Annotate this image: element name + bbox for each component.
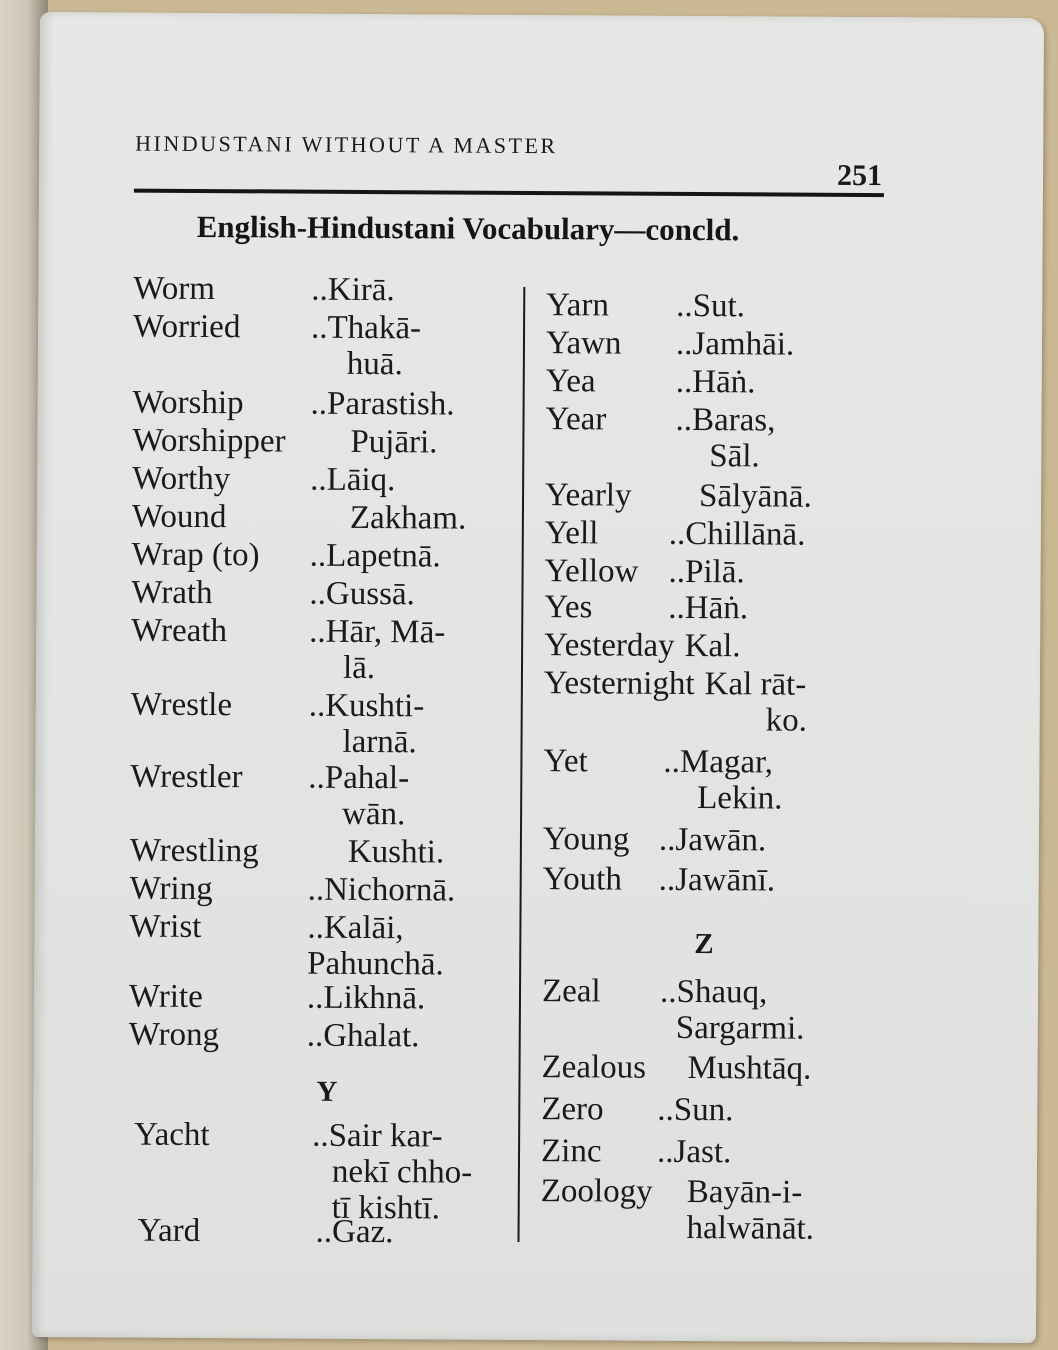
gloss-line: lā. xyxy=(342,649,376,687)
english-word: Wrong xyxy=(128,1016,220,1054)
gloss-line: ..Jawānī. xyxy=(658,861,776,899)
hindustani-gloss xyxy=(657,1134,731,1170)
gloss-line: ..Gaz. xyxy=(315,1213,394,1251)
hindustani-gloss xyxy=(311,386,455,423)
hindustani-gloss xyxy=(659,862,776,899)
gloss-line: ..Pilā. xyxy=(668,553,745,591)
english-word: Zealous xyxy=(541,1049,647,1086)
hindustani-gloss xyxy=(660,974,805,1047)
english-word: Yell xyxy=(544,515,599,552)
gloss-line: Lekin. xyxy=(697,780,783,817)
hindustani-gloss xyxy=(348,834,444,871)
vocab-entry-yesterday xyxy=(544,627,741,664)
english-word: Yearly xyxy=(544,477,632,514)
gloss-line: ..Kirā. xyxy=(311,271,395,309)
hindustani-gloss xyxy=(307,910,444,983)
hindustani-gloss xyxy=(309,614,446,687)
gloss-line: Zakham. xyxy=(349,499,467,537)
section-letter-z: Z xyxy=(694,928,714,961)
vocabulary-title: English-Hindustani Vocabulary—concld. xyxy=(196,208,740,248)
section-letter-y: Y xyxy=(316,1075,338,1108)
gloss-line: Mushtāq. xyxy=(687,1049,812,1087)
hindustani-gloss xyxy=(350,424,437,461)
gloss-line: Sālyānā. xyxy=(698,478,812,515)
gloss-line: ..Shauq, xyxy=(659,973,768,1011)
english-word: Young xyxy=(542,821,630,858)
english-word: Wound xyxy=(131,498,227,536)
hindustani-gloss xyxy=(657,1092,733,1128)
english-word: Zero xyxy=(541,1091,604,1128)
gloss-line: ..Sun. xyxy=(657,1091,734,1129)
gloss-line: ..Hāṅ. xyxy=(675,363,756,401)
hindustani-gloss xyxy=(675,402,775,475)
gloss-line: ..Lāiq. xyxy=(310,461,396,499)
english-word: Yawn xyxy=(545,325,622,362)
english-word: Wrap (to) xyxy=(131,536,260,574)
column-divider xyxy=(517,287,525,1242)
english-word: Yard xyxy=(137,1212,201,1250)
gloss-line: ..Hāṅ. xyxy=(668,589,749,627)
gloss-line: larnā. xyxy=(342,723,417,761)
english-word: Wrist xyxy=(129,908,202,946)
gloss-line: ..Kushti- xyxy=(308,687,425,725)
gloss-line: tī kishtī. xyxy=(331,1189,440,1227)
gloss-line: ..Jawān. xyxy=(658,821,767,859)
english-word: Worthy xyxy=(132,460,231,498)
english-word: Write xyxy=(128,978,203,1016)
english-word: Zinc xyxy=(540,1133,602,1170)
english-word: Yet xyxy=(543,743,588,780)
gloss-line: nekī chho- xyxy=(331,1153,473,1191)
english-word: Worship xyxy=(132,384,244,422)
english-word: Zeal xyxy=(541,973,601,1010)
english-word: Wreath xyxy=(131,612,228,650)
gloss-line: ..Lapetnā. xyxy=(309,537,441,575)
english-word: Worshipper xyxy=(132,422,286,460)
gloss-line: ..Magar, xyxy=(663,743,774,781)
gloss-line: Pujāri. xyxy=(350,423,438,461)
hindustani-gloss xyxy=(676,326,794,363)
gloss-line: Sāl. xyxy=(709,438,760,475)
gloss-line: wān. xyxy=(341,795,406,833)
hindustani-gloss xyxy=(315,1214,393,1250)
gloss-line: ko. xyxy=(765,702,808,739)
english-word: Yesterday xyxy=(544,627,675,664)
gloss-line: ..Gussā. xyxy=(309,575,415,613)
hindustani-gloss xyxy=(308,688,424,761)
hindustani-gloss xyxy=(308,760,409,833)
hindustani-gloss xyxy=(309,576,415,613)
hindustani-gloss xyxy=(699,478,812,515)
header-rule xyxy=(134,189,884,198)
english-word: Yarn xyxy=(546,287,609,324)
hindustani-gloss xyxy=(307,980,425,1017)
english-word: Wrestler xyxy=(130,758,243,796)
hindustani-gloss xyxy=(668,554,744,590)
gloss-line: ..Kalāi, xyxy=(307,909,404,947)
hindustani-gloss xyxy=(686,1174,814,1247)
running-head: HINDUSTANI WITHOUT A MASTER xyxy=(135,130,558,159)
english-word: Worried xyxy=(132,308,241,346)
hindustani-gloss xyxy=(310,462,395,499)
hindustani-gloss xyxy=(669,516,806,553)
gloss-line: ..Jast. xyxy=(656,1133,732,1171)
english-word: Yesternight xyxy=(543,665,695,703)
gloss-line: halwānāt. xyxy=(686,1209,815,1247)
english-word: Yea xyxy=(545,363,596,400)
hindustani-gloss xyxy=(663,744,783,817)
gloss-line: ..Hār, Mā- xyxy=(309,613,446,651)
hindustani-gloss xyxy=(312,1118,473,1227)
english-word: Youth xyxy=(542,861,623,898)
english-word: Wring xyxy=(129,870,213,908)
gloss-line: ..Sut. xyxy=(676,287,746,325)
hindustani-gloss xyxy=(687,1050,811,1087)
hindustani-gloss xyxy=(659,822,766,859)
gloss-line: Kal. xyxy=(684,627,741,665)
gloss-line: Sargarmi. xyxy=(675,1009,805,1047)
english-word: Wrestling xyxy=(129,832,259,870)
gloss-line: ..Ghalat. xyxy=(306,1017,420,1055)
vocab-entry-yesternight xyxy=(544,665,808,739)
hindustani-gloss xyxy=(311,272,395,309)
english-word: Wrath xyxy=(131,574,213,612)
gloss-line: ..Thakā- xyxy=(310,309,422,347)
gloss-line: Pahunchā. xyxy=(307,945,444,983)
english-word: Zoology xyxy=(540,1173,653,1210)
english-word: Yes xyxy=(544,589,593,626)
gloss-line: ..Jamhāi. xyxy=(675,325,795,363)
hindustani-gloss xyxy=(310,538,441,575)
hindustani-gloss xyxy=(676,288,745,324)
gloss-line: ..Pahal- xyxy=(308,759,410,797)
hindustani-gloss xyxy=(307,1018,420,1055)
english-word: Worm xyxy=(133,270,216,308)
gloss-line: ..Parastish. xyxy=(310,385,455,423)
english-word: Yacht xyxy=(134,1116,210,1154)
gloss-line: ..Chillānā. xyxy=(668,515,806,553)
page-number: 251 xyxy=(836,158,883,193)
hindustani-gloss xyxy=(308,872,456,909)
gloss-line: ..Nichornā. xyxy=(307,871,456,909)
gloss-line: Bayān-i- xyxy=(686,1173,803,1211)
book-page xyxy=(32,12,1044,1343)
hindustani-gloss xyxy=(350,500,467,537)
gloss-line: ..Likhnā. xyxy=(306,979,426,1017)
gloss-line: Kushti. xyxy=(347,833,445,871)
gloss-line: Kal rāt- xyxy=(704,666,807,703)
hindustani-gloss xyxy=(676,364,756,400)
gloss-line: ..Sair kar- xyxy=(312,1117,443,1155)
hindustani-gloss xyxy=(311,310,421,383)
gloss-line: ..Baras, xyxy=(675,401,776,439)
hindustani-gloss xyxy=(668,590,748,626)
english-word: Yellow xyxy=(544,553,639,590)
english-word: Wrestle xyxy=(130,686,233,724)
gloss-line: huā. xyxy=(346,345,403,383)
english-word: Year xyxy=(545,401,607,438)
